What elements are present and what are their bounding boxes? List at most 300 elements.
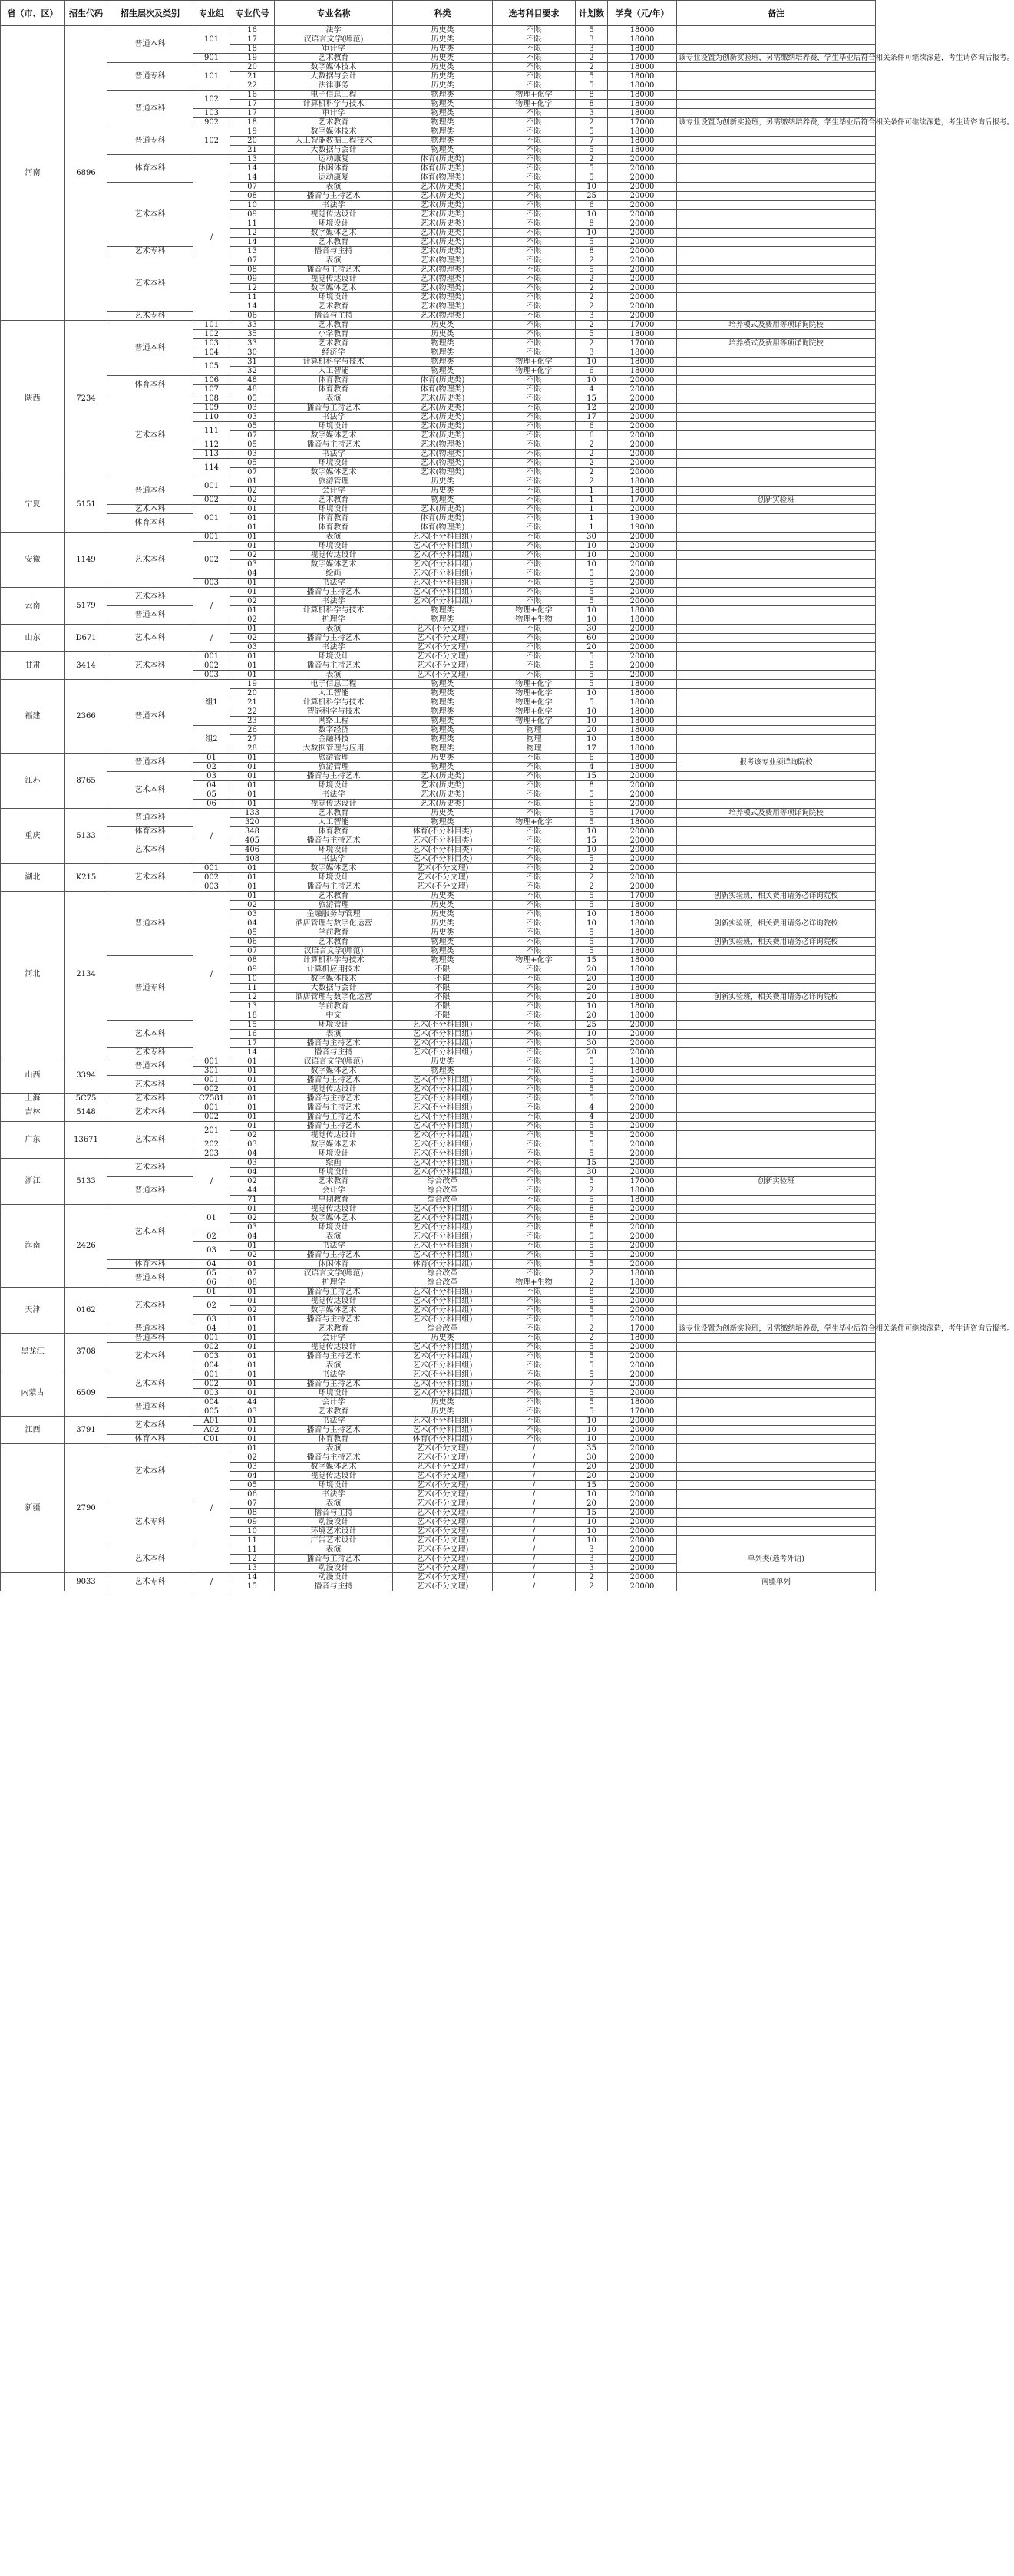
tuition-cell: 18000 — [608, 100, 677, 109]
group-cell: / — [193, 1444, 230, 1573]
note-cell — [677, 440, 876, 450]
note-cell — [677, 1463, 876, 1472]
subject-cell: 物理类 — [393, 91, 493, 100]
note-cell: 该专业设置为创新实验班，另需缴纳培养费，学生毕业后符合相关条件可继续深造，考生请咨询后报考。 — [677, 1324, 876, 1334]
note-cell: 单列类(选考外语) — [677, 1545, 876, 1573]
header-plan: 计划数 — [576, 1, 608, 26]
level-cell: 普通本科 — [107, 892, 193, 956]
plan-cell: 2 — [576, 321, 608, 330]
plan-cell: 10 — [576, 735, 608, 744]
requirement-cell: 不限 — [493, 1122, 576, 1131]
plan-cell: 2 — [576, 440, 608, 450]
tuition-cell: 20000 — [608, 376, 677, 385]
major-code-cell: 01 — [230, 763, 275, 772]
major-code-cell: 06 — [230, 312, 275, 321]
note-cell — [677, 726, 876, 735]
tuition-cell: 20000 — [608, 1389, 677, 1398]
major-name-cell: 数字媒体艺术 — [275, 229, 393, 238]
tuition-cell: 20000 — [608, 1242, 677, 1251]
major-name-cell: 会计学 — [275, 1186, 393, 1196]
header-group: 专业组 — [193, 1, 230, 26]
subject-cell: 艺术(不分科目组) — [393, 579, 493, 588]
plan-cell: 2 — [576, 256, 608, 266]
plan-cell: 8 — [576, 1214, 608, 1223]
plan-cell: 10 — [576, 846, 608, 855]
plan-cell: 15 — [576, 836, 608, 846]
note-cell — [677, 560, 876, 569]
group-cell: A02 — [193, 1426, 230, 1435]
subject-cell: 历史类 — [393, 330, 493, 339]
subject-cell: 历史类 — [393, 1398, 493, 1407]
tuition-cell: 18000 — [608, 26, 677, 35]
subject-cell: 艺术(历史类) — [393, 404, 493, 413]
major-name-cell: 视觉传达设计 — [275, 551, 393, 560]
note-cell — [677, 1085, 876, 1094]
requirement-cell: 不限 — [493, 459, 576, 468]
table-row — [1, 91, 876, 100]
major-name-cell: 体育教育 — [275, 827, 393, 836]
subject-cell: 艺术(物理类) — [393, 440, 493, 450]
major-code-cell: 01 — [230, 652, 275, 661]
major-name-cell: 播音与主持 — [275, 1582, 393, 1591]
requirement-cell: 不限 — [493, 422, 576, 431]
major-code-cell: 01 — [230, 1380, 275, 1389]
plan-cell: 5 — [576, 1370, 608, 1380]
note-cell — [677, 873, 876, 882]
level-cell: 体育本科 — [107, 376, 193, 394]
note-cell — [677, 818, 876, 827]
major-name-cell: 播音与主持 — [275, 1048, 393, 1057]
subject-cell: 体育(不分科目组) — [393, 1260, 493, 1269]
table-row — [1, 477, 876, 487]
tuition-cell: 20000 — [608, 1131, 677, 1140]
requirement-cell: 不限 — [493, 1361, 576, 1370]
note-cell — [677, 1030, 876, 1039]
subject-cell: 艺术(历史类) — [393, 183, 493, 192]
plan-cell: 2 — [576, 155, 608, 164]
table-row — [1, 1370, 876, 1380]
group-cell: 001 — [193, 1370, 230, 1380]
major-code-cell: 17 — [230, 100, 275, 109]
tuition-cell: 20000 — [608, 247, 677, 256]
subject-cell: 艺术(不分科目组) — [393, 1242, 493, 1251]
note-cell: 创新实验班，相关费用请务必详询院校 — [677, 938, 876, 947]
major-code-cell: 11 — [230, 984, 275, 993]
major-name-cell: 数字媒体艺术 — [275, 560, 393, 569]
subject-cell: 艺术(不分科目组) — [393, 1103, 493, 1113]
major-name-cell: 播音与主持艺术 — [275, 1039, 393, 1048]
major-code-cell: 02 — [230, 1214, 275, 1223]
requirement-cell: 不限 — [493, 1002, 576, 1011]
major-name-cell: 金融科技 — [275, 735, 393, 744]
major-code-cell: 01 — [230, 873, 275, 882]
requirement-cell: 不限 — [493, 965, 576, 975]
major-code-cell: 18 — [230, 118, 275, 127]
subject-cell: 物理类 — [393, 938, 493, 947]
province-cell: 重庆 — [1, 809, 65, 864]
province-cell: 山西 — [1, 1057, 65, 1094]
major-code-cell: 01 — [230, 1067, 275, 1076]
tuition-cell: 20000 — [608, 1288, 677, 1297]
subject-cell: 物理类 — [393, 109, 493, 118]
plan-cell: 5 — [576, 1398, 608, 1407]
major-code-cell: 01 — [230, 1057, 275, 1067]
note-cell — [677, 1122, 876, 1131]
subject-cell: 体育(不分科目类) — [393, 827, 493, 836]
major-name-cell: 审计学 — [275, 109, 393, 118]
major-code-cell: 01 — [230, 1085, 275, 1094]
major-code-cell: 14 — [230, 302, 275, 312]
major-name-cell: 书法学 — [275, 201, 393, 210]
requirement-cell: 不限 — [493, 45, 576, 54]
requirement-cell: 不限 — [493, 1435, 576, 1444]
group-cell: 003 — [193, 1389, 230, 1398]
group-cell: 001 — [193, 864, 230, 873]
tuition-cell: 18000 — [608, 910, 677, 919]
plan-cell: 5 — [576, 1352, 608, 1361]
requirement-cell: 不限 — [493, 376, 576, 385]
requirement-cell: 不限 — [493, 1223, 576, 1232]
group-cell: 04 — [193, 781, 230, 790]
tuition-cell: 20000 — [608, 1453, 677, 1463]
note-cell — [677, 1242, 876, 1251]
note-cell — [677, 928, 876, 938]
major-code-cell: 05 — [230, 422, 275, 431]
subject-cell: 历史类 — [393, 45, 493, 54]
requirement-cell: 不限 — [493, 496, 576, 505]
note-cell — [677, 1159, 876, 1168]
major-name-cell: 人工智能 — [275, 689, 393, 698]
major-name-cell: 体育教育 — [275, 523, 393, 533]
major-code-cell: 26 — [230, 726, 275, 735]
major-code-cell: 28 — [230, 744, 275, 754]
tuition-cell: 18000 — [608, 1011, 677, 1021]
subject-cell: 艺术(物理类) — [393, 293, 493, 302]
note-cell — [677, 1297, 876, 1306]
major-name-cell: 计算机科学与技术 — [275, 606, 393, 615]
major-name-cell: 书法学 — [275, 413, 393, 422]
requirement-cell: 不限 — [493, 827, 576, 836]
subject-cell: 艺术(不分科目组) — [393, 1426, 493, 1435]
table-row — [1, 312, 876, 321]
subject-cell: 历史类 — [393, 1407, 493, 1417]
code-cell: 5133 — [65, 809, 107, 864]
table-row — [1, 1122, 876, 1131]
note-cell — [677, 1186, 876, 1196]
plan-cell: 10 — [576, 560, 608, 569]
requirement-cell: 不限 — [493, 256, 576, 266]
level-cell: 艺术专科 — [107, 1048, 193, 1057]
major-code-cell: 22 — [230, 707, 275, 717]
major-code-cell: 01 — [230, 781, 275, 790]
subject-cell: 艺术(不分文理) — [393, 1453, 493, 1463]
group-cell: 002 — [193, 496, 230, 505]
plan-cell: 5 — [576, 1094, 608, 1103]
note-cell — [677, 219, 876, 229]
major-code-cell: 01 — [230, 1113, 275, 1122]
note-cell — [677, 1048, 876, 1057]
group-cell: 03 — [193, 1315, 230, 1324]
major-name-cell: 计算机应用技术 — [275, 965, 393, 975]
level-cell: 艺术本科 — [107, 256, 193, 312]
note-cell: 创新实验班，相关费用请务必详询院校 — [677, 892, 876, 901]
plan-cell: 35 — [576, 1444, 608, 1453]
subject-cell: 物理类 — [393, 717, 493, 726]
tuition-cell: 20000 — [608, 800, 677, 809]
note-cell — [677, 661, 876, 671]
requirement-cell: 不限 — [493, 855, 576, 864]
table-row — [1, 533, 876, 542]
note-cell — [677, 855, 876, 864]
requirement-cell: 不限 — [493, 1260, 576, 1269]
table-row — [1, 1076, 876, 1085]
group-cell: 109 — [193, 404, 230, 413]
major-code-cell: 01 — [230, 477, 275, 487]
tuition-cell: 20000 — [608, 1435, 677, 1444]
subject-cell: 历史类 — [393, 892, 493, 901]
major-name-cell: 护理学 — [275, 615, 393, 625]
major-code-cell: 04 — [230, 1232, 275, 1242]
note-cell — [677, 652, 876, 661]
table-row — [1, 1057, 876, 1067]
note-cell — [677, 744, 876, 754]
group-cell: 001 — [193, 533, 230, 542]
requirement-cell: 不限 — [493, 72, 576, 81]
plan-cell: 2 — [576, 1269, 608, 1278]
plan-cell: 2 — [576, 1582, 608, 1591]
table-row — [1, 376, 876, 385]
major-code-cell: 33 — [230, 339, 275, 348]
requirement-cell: 不限 — [493, 431, 576, 440]
tuition-cell: 18000 — [608, 901, 677, 910]
plan-cell: 3 — [576, 1555, 608, 1564]
note-cell: 培养模式及费用等项详询院校 — [677, 321, 876, 330]
major-name-cell: 体育教育 — [275, 514, 393, 523]
group-cell: 组2 — [193, 726, 230, 754]
major-name-cell: 会计学 — [275, 487, 393, 496]
plan-cell: 20 — [576, 643, 608, 652]
tuition-cell: 19000 — [608, 514, 677, 523]
major-code-cell: 19 — [230, 127, 275, 137]
major-name-cell: 视觉传达设计 — [275, 800, 393, 809]
plan-cell: 15 — [576, 772, 608, 781]
note-cell — [677, 1113, 876, 1122]
note-cell — [677, 1149, 876, 1159]
major-code-cell: 01 — [230, 1343, 275, 1352]
note-cell — [677, 1380, 876, 1389]
subject-cell: 历史类 — [393, 1057, 493, 1067]
tuition-cell: 20000 — [608, 450, 677, 459]
requirement-cell: 物理+化学 — [493, 680, 576, 689]
tuition-cell: 20000 — [608, 256, 677, 266]
plan-cell: 6 — [576, 754, 608, 763]
major-code-cell: 08 — [230, 956, 275, 965]
plan-cell: 5 — [576, 1297, 608, 1306]
table-row — [1, 1417, 876, 1426]
tuition-cell: 18000 — [608, 735, 677, 744]
major-code-cell: 23 — [230, 717, 275, 726]
subject-cell: 历史类 — [393, 487, 493, 496]
level-cell: 艺术本科 — [107, 1288, 193, 1324]
note-cell — [677, 1315, 876, 1324]
note-cell — [677, 238, 876, 247]
tuition-cell: 20000 — [608, 459, 677, 468]
major-name-cell: 大数据与会计 — [275, 146, 393, 155]
subject-cell: 艺术(物理类) — [393, 312, 493, 321]
requirement-cell: 不限 — [493, 910, 576, 919]
tuition-cell: 20000 — [608, 634, 677, 643]
major-code-cell: 07 — [230, 256, 275, 266]
level-cell: 普通本科 — [107, 1057, 193, 1076]
major-name-cell: 表演 — [275, 625, 393, 634]
group-cell: / — [193, 625, 230, 652]
subject-cell: 物理类 — [393, 146, 493, 155]
major-name-cell: 播音与主持艺术 — [275, 1103, 393, 1113]
note-cell — [677, 155, 876, 164]
major-name-cell: 法律事务 — [275, 81, 393, 91]
major-code-cell: 16 — [230, 26, 275, 35]
requirement-cell: 不限 — [493, 597, 576, 606]
major-name-cell: 动漫设计 — [275, 1573, 393, 1582]
plan-cell: 20 — [576, 984, 608, 993]
requirement-cell: 不限 — [493, 35, 576, 45]
plan-cell: 10 — [576, 542, 608, 551]
tuition-cell: 20000 — [608, 1564, 677, 1573]
note-cell — [677, 680, 876, 689]
tuition-cell: 17000 — [608, 1407, 677, 1417]
requirement-cell: 不限 — [493, 229, 576, 238]
group-cell: 102 — [193, 127, 230, 155]
note-cell — [677, 1518, 876, 1527]
plan-cell: 5 — [576, 238, 608, 247]
requirement-cell: / — [493, 1490, 576, 1499]
table-row — [1, 514, 876, 523]
major-code-cell: 01 — [230, 1417, 275, 1426]
subject-cell: 艺术(不分科目组) — [393, 1140, 493, 1149]
major-name-cell: 艺术教育 — [275, 938, 393, 947]
major-name-cell: 书法学 — [275, 790, 393, 800]
major-name-cell: 表演 — [275, 1361, 393, 1370]
major-name-cell: 书法学 — [275, 1242, 393, 1251]
note-cell — [677, 523, 876, 533]
subject-cell: 艺术(历史类) — [393, 422, 493, 431]
plan-cell: 5 — [576, 1085, 608, 1094]
major-code-cell: 11 — [230, 1545, 275, 1555]
major-code-cell: 01 — [230, 542, 275, 551]
plan-cell: 10 — [576, 1435, 608, 1444]
subject-cell: 艺术(不分文理) — [393, 1509, 493, 1518]
tuition-cell: 18000 — [608, 754, 677, 763]
note-cell — [677, 1490, 876, 1499]
plan-cell: 5 — [576, 680, 608, 689]
note-cell — [677, 81, 876, 91]
major-name-cell: 播音与主持艺术 — [275, 1076, 393, 1085]
province-cell: 甘肃 — [1, 652, 65, 680]
requirement-cell: / — [493, 1509, 576, 1518]
plan-cell: 1 — [576, 523, 608, 533]
requirement-cell: 不限 — [493, 183, 576, 192]
table-row — [1, 956, 876, 965]
major-code-cell: 133 — [230, 809, 275, 818]
group-cell: 101 — [193, 321, 230, 330]
table-row — [1, 1398, 876, 1407]
subject-cell: 艺术(历史类) — [393, 219, 493, 229]
note-cell — [677, 505, 876, 514]
code-cell: 5148 — [65, 1103, 107, 1122]
note-cell — [677, 671, 876, 680]
major-code-cell: 01 — [230, 864, 275, 873]
subject-cell: 艺术(不分科目组) — [393, 1094, 493, 1103]
tuition-cell: 20000 — [608, 1214, 677, 1223]
major-code-cell: 408 — [230, 855, 275, 864]
subject-cell: 艺术(历史类) — [393, 413, 493, 422]
requirement-cell: 不限 — [493, 1352, 576, 1361]
major-name-cell: 计算机科学与技术 — [275, 698, 393, 707]
subject-cell: 艺术(不分文理) — [393, 1472, 493, 1481]
major-name-cell: 播音与主持艺术 — [275, 1094, 393, 1103]
note-cell — [677, 1361, 876, 1370]
province-cell: 河南 — [1, 26, 65, 321]
major-name-cell: 表演 — [275, 183, 393, 192]
plan-cell: 8 — [576, 781, 608, 790]
subject-cell: 艺术(历史类) — [393, 201, 493, 210]
requirement-cell: 不限 — [493, 1389, 576, 1398]
note-cell: 培养模式及费用等项详询院校 — [677, 339, 876, 348]
plan-cell: 4 — [576, 763, 608, 772]
tuition-cell: 20000 — [608, 219, 677, 229]
note-cell — [677, 173, 876, 183]
plan-cell: 10 — [576, 919, 608, 928]
requirement-cell: 不限 — [493, 938, 576, 947]
requirement-cell: 不限 — [493, 1251, 576, 1260]
plan-cell: 10 — [576, 1417, 608, 1426]
level-cell: 体育本科 — [107, 155, 193, 183]
plan-cell: 10 — [576, 707, 608, 717]
major-code-cell: 01 — [230, 579, 275, 588]
level-cell: 普通本科 — [107, 1324, 193, 1334]
subject-cell: 体育(物理类) — [393, 385, 493, 394]
note-cell — [677, 146, 876, 155]
subject-cell: 历史类 — [393, 54, 493, 63]
requirement-cell: 不限 — [493, 440, 576, 450]
table-row — [1, 680, 876, 689]
major-name-cell: 环境设计 — [275, 219, 393, 229]
subject-cell: 物理类 — [393, 606, 493, 615]
requirement-cell: 不限 — [493, 118, 576, 127]
province-cell: 河北 — [1, 892, 65, 1057]
major-code-cell: 406 — [230, 846, 275, 855]
requirement-cell: 不限 — [493, 266, 576, 275]
subject-cell: 艺术(历史类) — [393, 394, 493, 404]
header-tuition: 学费（元/年） — [608, 1, 677, 26]
tuition-cell: 20000 — [608, 201, 677, 210]
header-requirement: 选考科目要求 — [493, 1, 576, 26]
group-cell: / — [193, 588, 230, 625]
subject-cell: 艺术(物理类) — [393, 450, 493, 459]
tuition-cell: 20000 — [608, 588, 677, 597]
plan-cell: 4 — [576, 385, 608, 394]
tuition-cell: 17000 — [608, 1324, 677, 1334]
plan-cell: 10 — [576, 717, 608, 726]
plan-cell: 4 — [576, 1103, 608, 1113]
province-cell: 上海 — [1, 1094, 65, 1103]
note-cell — [677, 975, 876, 984]
note-cell — [677, 1232, 876, 1242]
province-cell: 安徽 — [1, 533, 65, 588]
note-cell — [677, 91, 876, 100]
tuition-cell: 18000 — [608, 1186, 677, 1196]
plan-cell: 5 — [576, 1407, 608, 1417]
